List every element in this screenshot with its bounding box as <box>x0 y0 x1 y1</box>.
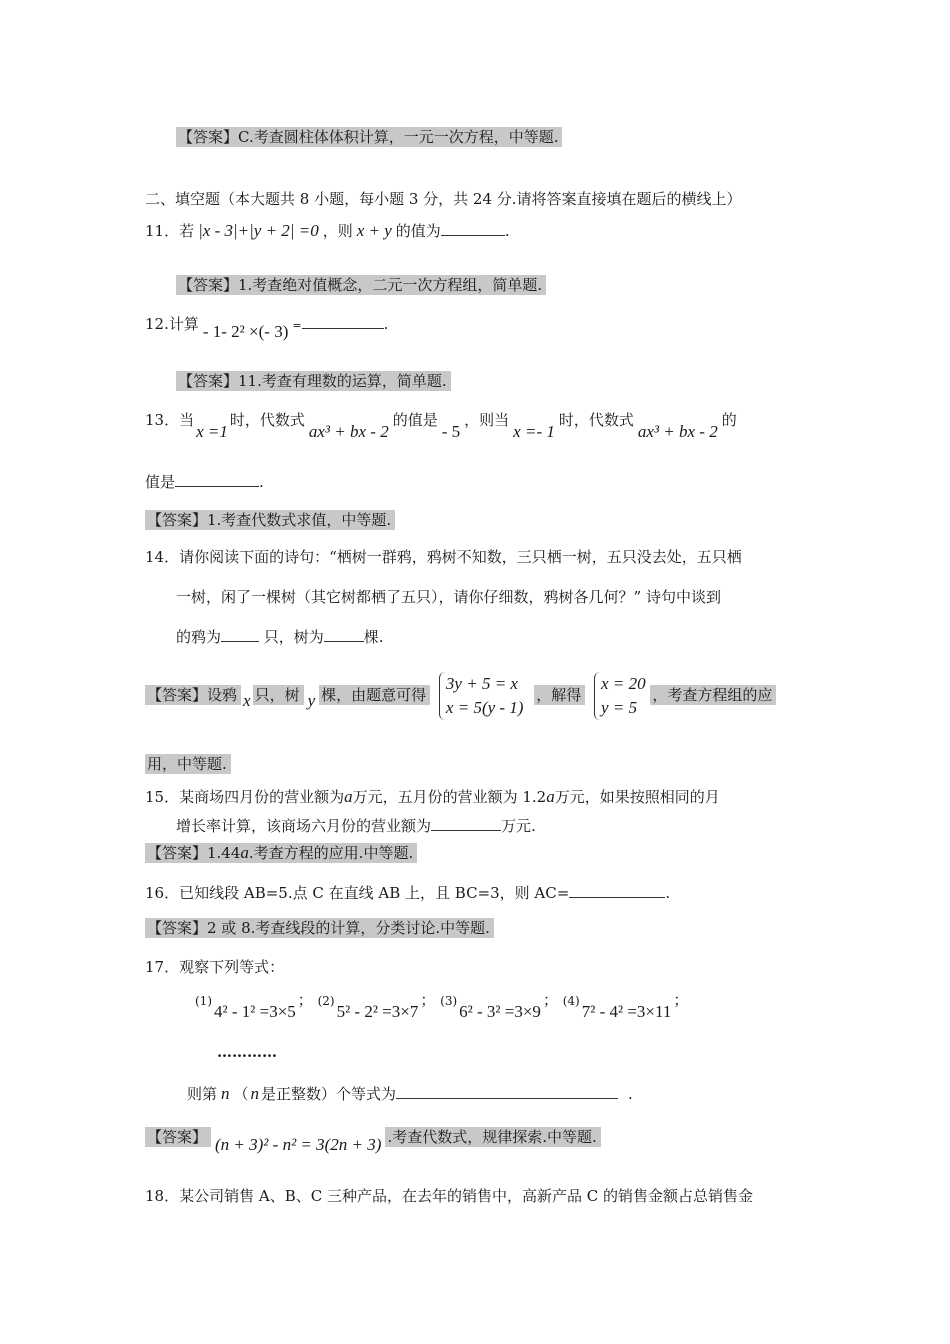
answer-14-line2: 用，中等题. <box>145 754 231 774</box>
equation-system: 3y + 5 = x x = 5(y - 1) <box>439 672 524 720</box>
question-17-prompt: 则第 n （ n 是正整数）个等式为 . <box>187 1084 633 1103</box>
question-12: 12.计算 - 1- 2² ×(- 3) = . <box>145 315 389 341</box>
ellipsis: ………… <box>217 1043 277 1061</box>
answer-10: 【答案】C.考查圆柱体体积计算，一元一次方程，中等题. <box>176 127 562 147</box>
answer-12: 【答案】11.考查有理数的运算，简单题. <box>176 371 451 391</box>
answer-13: 【答案】1.考查代数式求值，中等题. <box>145 510 395 530</box>
question-16: 16．已知线段 AB=5.点 C 在直线 AB 上，且 BC=3，则 AC= . <box>145 884 671 902</box>
question-13-line1: 13．当x =1时，代数式ax³ + bx - 2的值是- 5，则当x =- 1时，代数式ax³ + bx - 2的 <box>145 411 737 441</box>
answer-14: 【答案】设鸦 x 只，树 y 棵，由题意可得 3y + 5 = x x = 5(y - 1) ，解得 x = 20 y = 5 ，考查方程组的应 <box>145 672 776 720</box>
question-13-line2: 值是 . <box>145 473 264 491</box>
question-17: 17．观察下列等式： <box>145 958 285 976</box>
question-14-line2: 一树，闲了一棵树（其它树都栖了五只），请你仔细数，鸦树各几何？” 诗句中谈到 <box>176 588 721 606</box>
answer-11: 【答案】1.考查绝对值概念，二元一次方程组，简单题. <box>176 275 546 295</box>
question-17-equations: (1)4² - 1² =3×5； (2)5² - 2² =3×7； (3)6² - 3² =3×9； (4)7² - 4² =3×11； <box>195 991 689 1021</box>
answer-15: 【答案】1.44a.考查方程的应用.中等题. <box>145 843 417 863</box>
question-11: 11．若 |x - 3|+|y + 2| =0 ，则 x + y 的值为 . <box>145 221 510 240</box>
answer-17: 【答案】 (n + 3)² - n² = 3(2n + 3) .考查代数式，规律探索.中等题. <box>145 1127 601 1147</box>
question-14-line1: 14．请你阅读下面的诗句：“栖树一群鸦，鸦树不知数，三只栖一树，五只没去处，五只栖 <box>145 548 742 566</box>
answer-16: 【答案】2 或 8.考查线段的计算，分类讨论.中等题. <box>145 918 494 938</box>
question-18: 18．某公司销售 A、B、C 三种产品，在去年的销售中，高新产品 C 的销售金额占总销售金 <box>145 1187 753 1205</box>
solution-system: x = 20 y = 5 <box>594 672 646 720</box>
section-2-heading: 二、填空题（本大题共 8 小题，每小题 3 分，共 24 分.请将答案直接填在题后的横线上） <box>145 190 742 208</box>
question-14-line3: 的鸦为 只，树为 棵. <box>176 628 384 646</box>
question-15-line1: 15．某商场四月份的营业额为a万元，五月份的营业额为 1.2a万元，如果按照相同的月 <box>145 787 720 806</box>
question-15-line2: 增长率计算，该商场六月份的营业额为 万元. <box>176 817 536 835</box>
